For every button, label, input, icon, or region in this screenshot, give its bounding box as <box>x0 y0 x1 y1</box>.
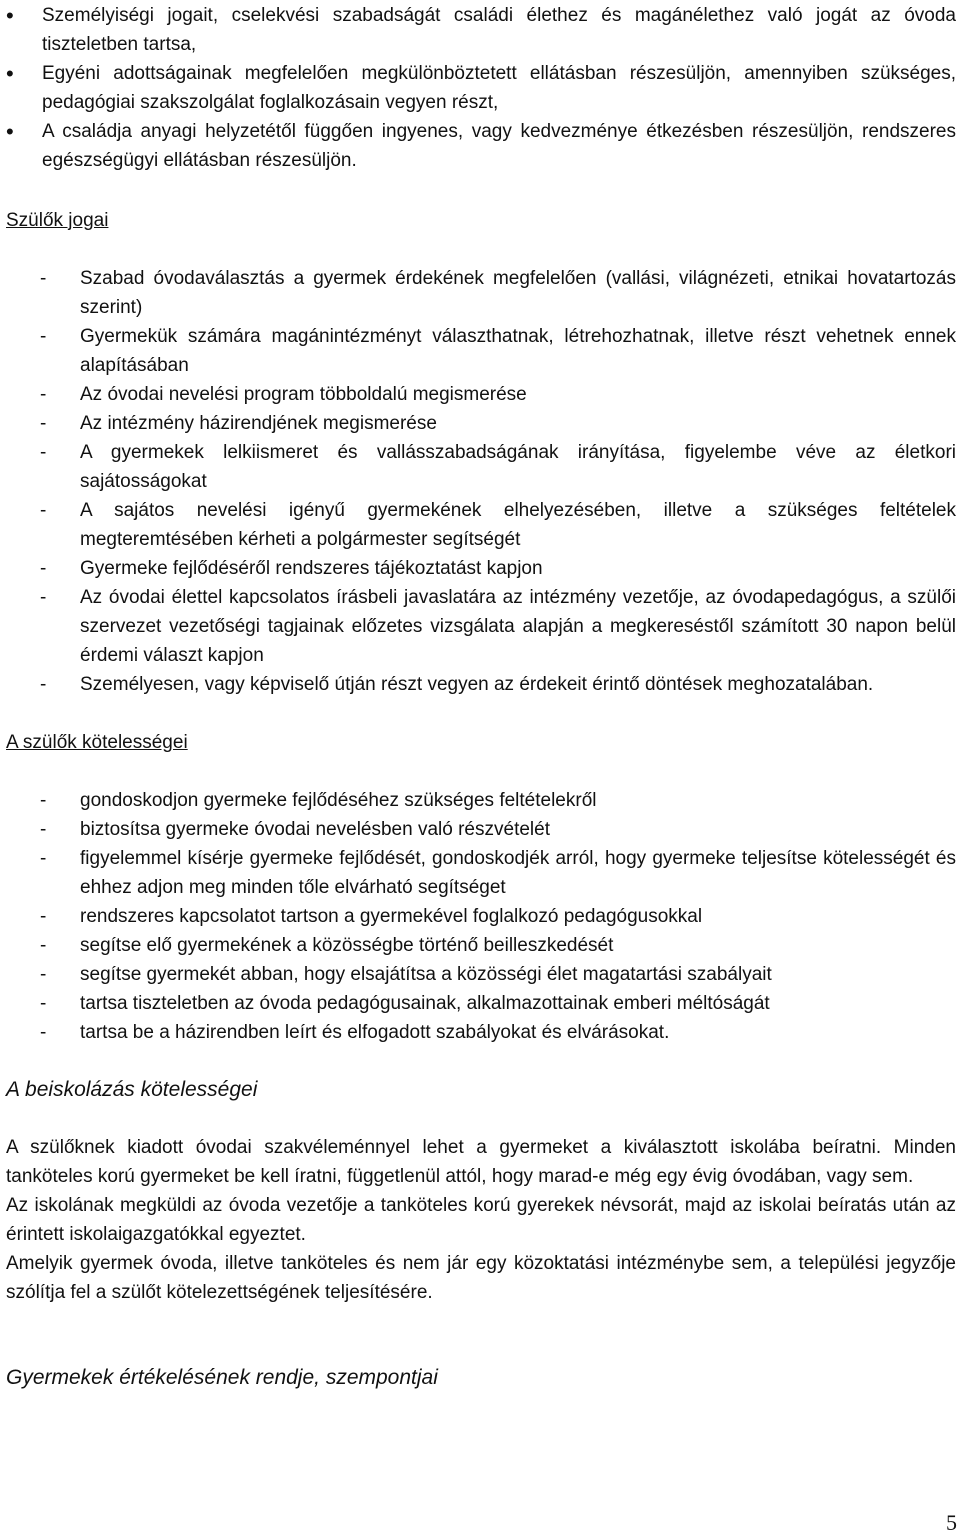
list-item: - Gyermekük számára magánintézményt választhatnak, létrehozhatnak, illetve részt vehetnek ennek alapításában <box>6 322 956 380</box>
list-item: - tartsa be a házirendben leírt és elfogadott szabályokat és elvárásokat. <box>6 1018 956 1047</box>
bullet-item: • Személyiségi jogait, cselekvési szabadságát családi élethez és magánélethez való jogát az óvoda tiszteletben tartsa, <box>6 1 956 59</box>
list-item: - Az óvodai élettel kapcsolatos írásbeli javaslatára az intézmény vezetője, az óvodapedagógus, a szülői szervezet vezetőségi tagjainak előzetes vizsgálata alapján a megkereséstől számított 30 napon belül érdemi választ kapjon <box>6 583 956 670</box>
enrollment-paragraphs <box>6 1133 956 1307</box>
paragraph: A szülőknek kiadott óvodai szakvéleménnyel lehet a gyermeket a kiválasztott iskolába beíratni. Minden tanköteles korú gyermeket be kell íratni, függetlenül attól, hogy marad-e még egy évig óvodában, vagy sem. <box>6 1137 956 1187</box>
list-item: - gondoskodjon gyermeke fejlődéséhez szükséges feltételekről <box>6 786 956 815</box>
list-item: - segítse elő gyermekének a közösségbe történő beilleszkedését <box>6 931 956 960</box>
child-rights-list <box>6 1 956 175</box>
list-item: - Az óvodai nevelési program többoldalú megismerése <box>6 380 956 409</box>
bullet-item: • A családja anyagi helyzetétől függően ingyenes, vagy kedvezménye étkezésben részesüljön, rendszeres egészségügyi ellátásban részesüljön. <box>6 117 956 175</box>
list-item: - rendszeres kapcsolatot tartson a gyermekével foglalkozó pedagógusokkal <box>6 902 956 931</box>
section-heading-parent-duties: A szülők kötelességei <box>6 732 188 753</box>
list-item: - Személyesen, vagy képviselő útján részt vegyen az érdekeit érintő döntések meghozatalában. <box>6 670 956 699</box>
bullet-item: • Egyéni adottságainak megfelelően megkülönböztetett ellátásban részesüljön, amennyiben szükséges, pedagógiai szakszolgálat foglalkozásain vegyen részt, <box>6 59 956 117</box>
paragraph: Az iskolának megküldi az óvoda vezetője a tanköteles korú gyerekek névsorát, majd az iskolai beíratás után az érintett iskolaigazgatókkal egyeztet. <box>6 1195 956 1245</box>
parent-rights-list <box>6 264 956 699</box>
parent-duties-list <box>6 786 956 1047</box>
list-item: - tartsa tiszteletben az óvoda pedagógusainak, alkalmazottainak emberi méltóságát <box>6 989 956 1018</box>
list-item: - A gyermekek lelkiismeret és vallásszabadságának irányítása, figyelembe véve az életkori sajátosságokat <box>6 438 956 496</box>
section-heading-enrollment: A beiskolázás kötelességei <box>6 1078 258 1101</box>
section-heading-evaluation: Gyermekek értékelésének rendje, szempontjai <box>6 1366 438 1389</box>
list-item: - segítse gyermekét abban, hogy elsajátítsa a közösségi élet magatartási szabályait <box>6 960 956 989</box>
section-heading-parent-rights: Szülők jogai <box>6 210 109 231</box>
paragraph: Amelyik gyermek óvoda, illetve tanköteles és nem jár egy közoktatási intézménybe sem, a települési jegyzője szólítja fel a szülőt kötelezettségének teljesítésére. <box>6 1253 956 1303</box>
list-item: - A sajátos nevelési igényű gyermekének elhelyezésében, illetve a szükséges feltételek megteremtésében kérheti a polgármester segítségét <box>6 496 956 554</box>
list-item: - Az intézmény házirendjének megismerése <box>6 409 956 438</box>
page-number: 5 <box>946 1510 957 1535</box>
list-item: - Gyermeke fejlődéséről rendszeres tájékoztatást kapjon <box>6 554 956 583</box>
list-item: - figyelemmel kísérje gyermeke fejlődését, gondoskodjék arról, hogy gyermeke teljesítse kötelességét és ehhez adjon meg minden tőle elvárható segítséget <box>6 844 956 902</box>
list-item: - biztosítsa gyermeke óvodai nevelésben való részvételét <box>6 815 956 844</box>
list-item: - Szabad óvodaválasztás a gyermek érdekének megfelelően (vallási, világnézeti, etnikai hovatartozás szerint) <box>6 264 956 322</box>
